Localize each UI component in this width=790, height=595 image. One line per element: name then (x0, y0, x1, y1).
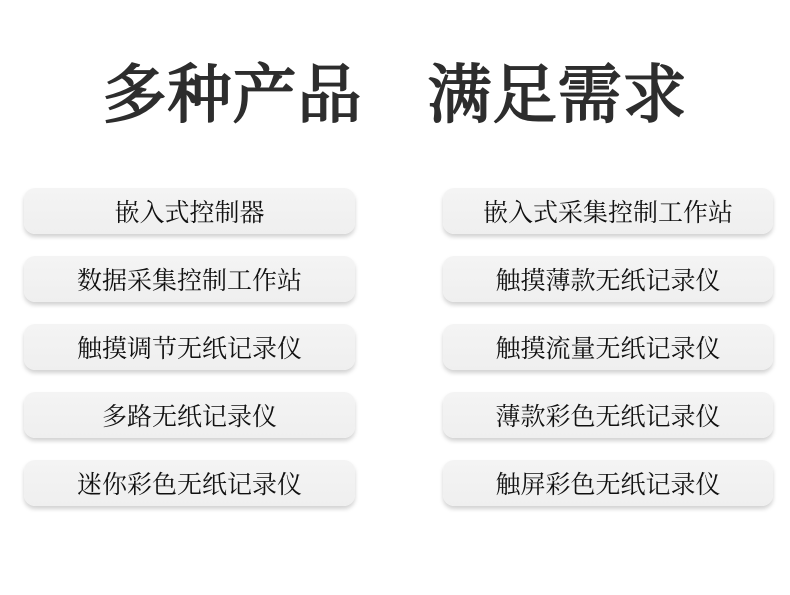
product-column-left (24, 188, 355, 506)
product-button-embedded-acquisition-workstation[interactable]: 嵌入式采集控制工作站 (443, 188, 773, 234)
product-button-embedded-controller[interactable]: 嵌入式控制器 (24, 188, 355, 234)
product-button-mini-color-paperless-recorder[interactable]: 迷你彩色无纸记录仪 (24, 460, 355, 506)
product-button-multichannel-paperless-recorder[interactable]: 多路无纸记录仪 (24, 392, 355, 438)
product-button-touchscreen-color-paperless-recorder[interactable]: 触屏彩色无纸记录仪 (443, 460, 773, 506)
product-button-touch-adjust-paperless-recorder[interactable]: 触摸调节无纸记录仪 (24, 324, 355, 370)
product-column-right (443, 188, 773, 506)
product-columns (0, 188, 790, 506)
product-button-touch-slim-paperless-recorder[interactable]: 触摸薄款无纸记录仪 (443, 256, 773, 302)
product-button-data-acquisition-workstation[interactable]: 数据采集控制工作站 (24, 256, 355, 302)
product-button-slim-color-paperless-recorder[interactable]: 薄款彩色无纸记录仪 (443, 392, 773, 438)
product-button-touch-flow-paperless-recorder[interactable]: 触摸流量无纸记录仪 (443, 324, 773, 370)
page-title: 多种产品 满足需求 (102, 59, 688, 133)
